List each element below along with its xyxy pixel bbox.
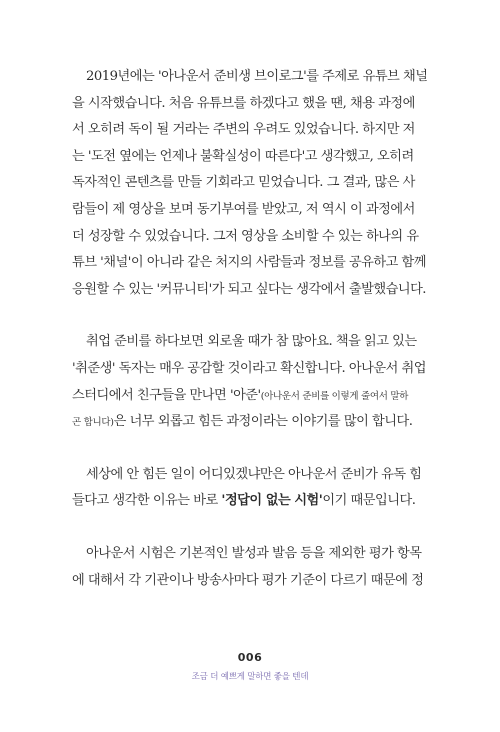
text-line — [72, 488, 416, 515]
parenthetical-note: 곤 합니다) — [72, 417, 114, 429]
text-line: 응원할 수 있는 '커뮤니티'가 되고 싶다는 생각에서 출발했습니다. — [72, 281, 427, 297]
text-line: 취업 준비를 하다보면 외로울 때가 참 많아요. 책을 읽고 있는 — [86, 334, 417, 350]
emphasized-text: '정답이 없는 시험' — [221, 493, 323, 509]
text-segment: 스터디에서 친구들을 만나면 '아준' — [72, 387, 261, 403]
text-line: 2019년에는 '아나운서 준비생 브이로그'를 주제로 유튜브 채널 — [86, 69, 428, 84]
paragraph-2 — [72, 329, 427, 435]
text-line: 더 성장할 수 있었습니다. 그저 영상을 소비할 수 있는 하나의 유 — [72, 228, 419, 244]
text-line: 에 대해서 각 기관이나 방송사마다 평가 기준이 다르기 때문에 정 — [72, 572, 424, 588]
paragraph-1 — [72, 64, 428, 303]
text-line: 을 시작했습니다. 처음 유튜브를 하겠다고 했을 땐, 채용 과정에 — [72, 95, 415, 111]
parenthetical-note: (아나운서 준비를 이렇게 줄여서 말하 — [260, 390, 409, 402]
text-line: 람들이 제 영상을 보며 동기부여를 받았고, 저 역시 이 과정에서 — [72, 201, 415, 217]
text-segment: 들다고 생각한 이유는 바로 — [72, 493, 222, 509]
text-segment: 이기 때문입니다. — [322, 493, 416, 509]
paragraph-3 — [72, 462, 422, 515]
text-line — [72, 409, 413, 436]
text-line: 서 오히려 독이 될 거라는 주변의 우려도 있었습니다. 하지만 저 — [72, 122, 415, 138]
running-title: 조금 더 예쁘게 말하면 좋을 텐데 — [191, 672, 309, 682]
text-line: 세상에 안 힘든 일이 어디있겠냐만은 아나운서 준비가 유독 힘 — [86, 466, 422, 482]
text-segment: 은 너무 외롭고 힘든 과정이라는 이야기를 많이 합니다. — [113, 414, 413, 430]
text-line: 튜브 '채널'이 아니라 같은 처지의 사람들과 정보를 공유하고 함께 — [72, 255, 427, 271]
text-line: 독자적인 콘텐츠를 만들 기회라고 믿었습니다. 그 결과, 많은 사 — [72, 175, 415, 191]
text-line — [72, 383, 409, 410]
text-line: '취준생' 독자는 매우 공감할 것이라고 확신합니다. 아나운서 취업 — [72, 360, 427, 376]
text-line: 아나운서 시험은 기본적인 발성과 발음 등을 제외한 평가 항목 — [86, 545, 422, 561]
page-number: 006 — [237, 651, 263, 664]
body-text — [72, 64, 428, 594]
paragraph-4 — [72, 541, 424, 594]
text-line: 는 '도전 옆에는 언제나 불확실성이 따른다'고 생각했고, 오히려 — [72, 148, 414, 164]
